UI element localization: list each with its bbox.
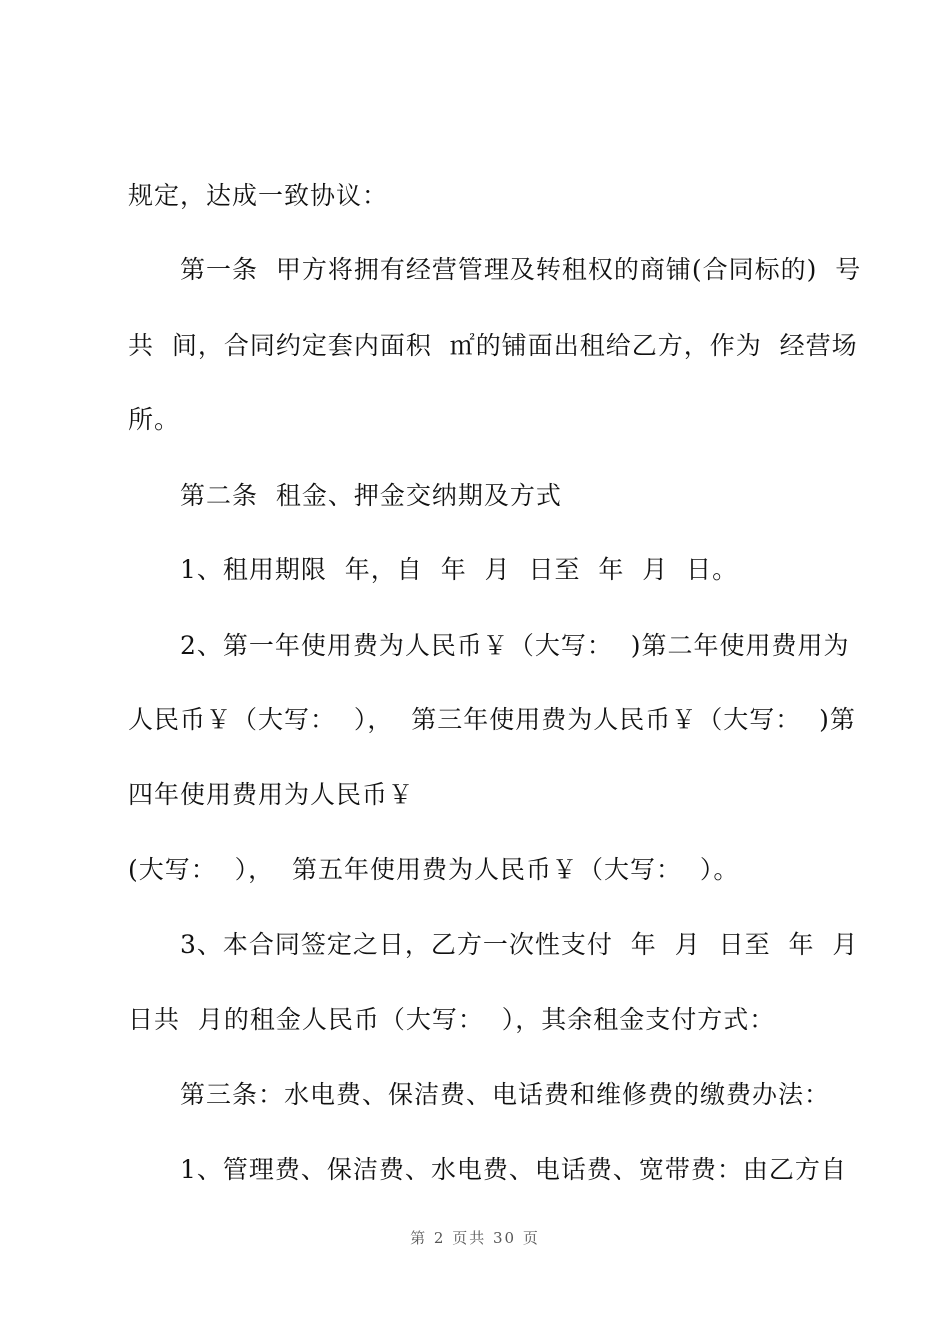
text-line-14: 1、管理费、保洁费、水电费、电话费、宽带费：由乙方自 [180, 1155, 847, 1184]
text-line-2: 第一条 甲方将拥有经营管理及转租权的商铺(合同标的) 号 [180, 255, 862, 284]
text-line-8: 人民币￥（大写： ）， 第三年使用费为人民币￥（大写： )第 [128, 705, 856, 734]
text-line-12: 日共 月的租金人民币（大写： ），其余租金支付方式： [128, 1005, 776, 1034]
text-line-3: 共 间，合同约定套内面积 ㎡的铺面出租给乙方，作为 经营场 [128, 331, 858, 360]
page-number-footer: 第 2 页共 30 页 [410, 1229, 540, 1247]
article-heading-3: 第三条：水电费、保洁费、电话费和维修费的缴费办法： [180, 1080, 831, 1109]
text-line-4: 所。 [128, 405, 181, 434]
text-line-9: 四年使用费用为人民币￥ [128, 780, 415, 809]
text-line-10: (大写： ）， 第五年使用费为人民币￥（大写： ）。 [128, 855, 740, 884]
article-heading-2: 第二条 租金、押金交纳期及方式 [180, 481, 562, 510]
text-line-6: 1、租用期限 年，自 年 月 日至 年 月 日。 [180, 555, 739, 584]
text-line-11: 3、本合同签定之日，乙方一次性支付 年 月 日至 年 月 [180, 930, 859, 959]
text-line-7: 2、第一年使用费为人民币￥（大写： )第二年使用费用为 [180, 631, 850, 660]
text-line-1: 规定，达成一致协议： [128, 181, 389, 210]
